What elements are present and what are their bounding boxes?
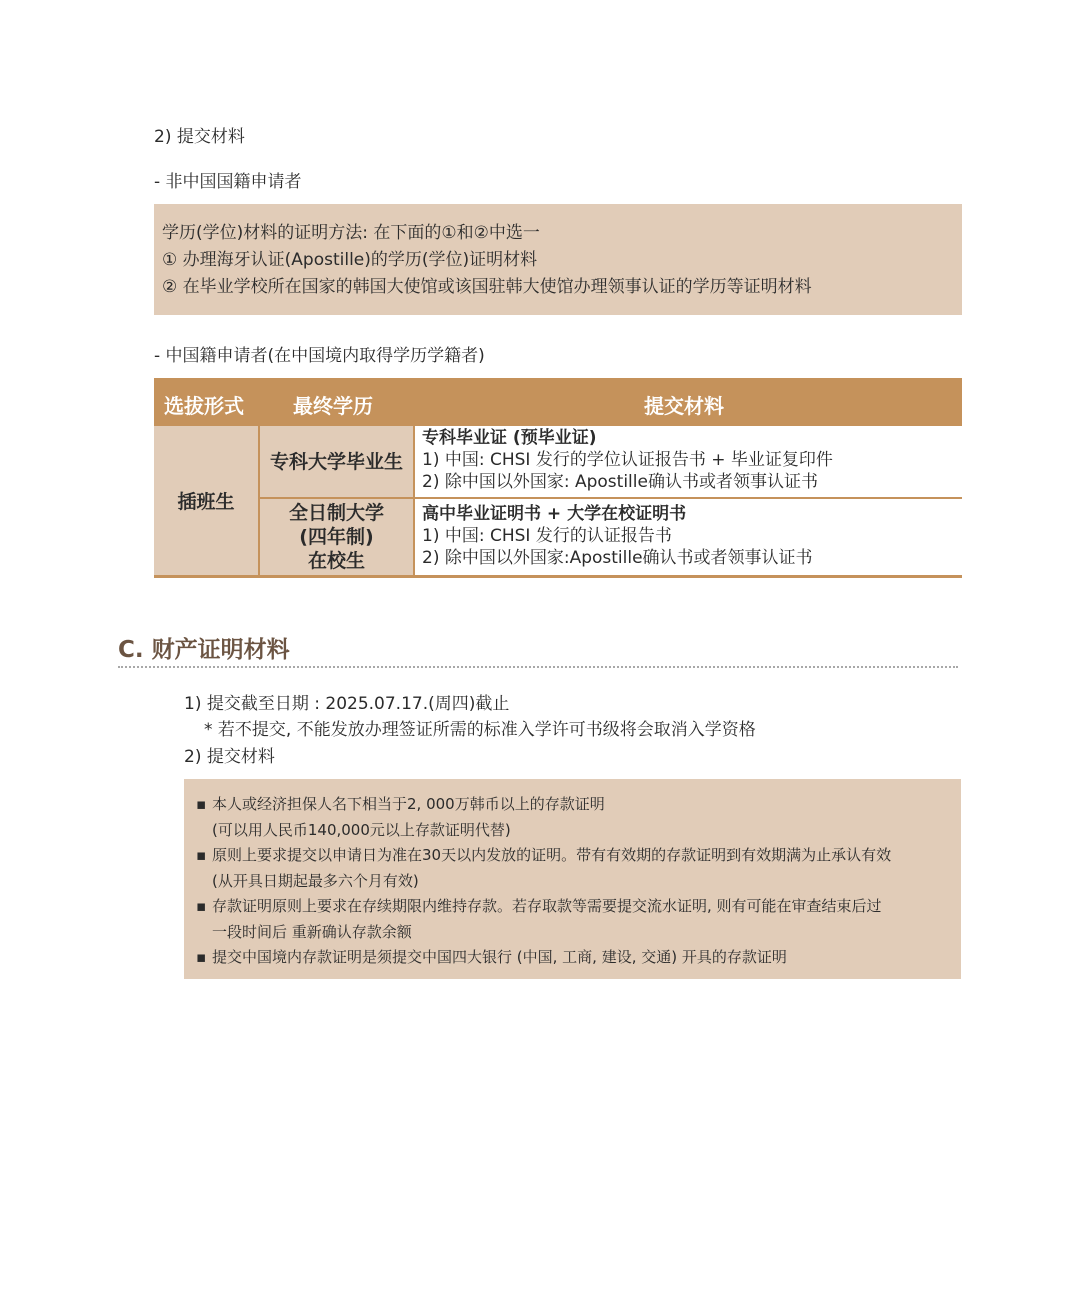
materials-line: 1) 中国: CHSI 发行的认证报告书 <box>422 526 672 546</box>
dotted-divider <box>118 666 958 668</box>
cell-transfer-student: 插班生 <box>154 426 258 575</box>
chinese-applicants-label: - 中国籍申请者(在中国境内取得学历学籍者) <box>154 346 485 366</box>
materials-line: 1) 中国: CHSI 发行的学位认证报告书 + 毕业证复印件 <box>422 450 833 470</box>
list-item: ▪ 原则上要求提交以申请日为准在30天以内发放的证明。带有有效期的存款证明到有效期满为止承认有效 <box>196 843 961 869</box>
info-line: ① 办理海牙认证(Apostille)的学历(学位)证明材料 <box>162 250 538 270</box>
list-item: ▪ 本人或经济担保人名下相当于2, 000万韩币以上的存款证明 <box>196 792 961 818</box>
header-selection-type: 选拔形式 <box>164 394 244 418</box>
list-item: ▪ 存款证明原则上要求在存续期限内维持存款。若存取款等需要提交流水证明, 则有可能在审查结束后过 <box>196 894 961 920</box>
divider <box>415 497 962 499</box>
materials-line: 2) 除中国以外国家: Apostille确认书或者领事认证书 <box>422 472 818 492</box>
materials-subheading: 2) 提交材料 <box>184 747 275 767</box>
list-item-continuation: (可以用人民币140,000元以上存款证明代替) <box>212 820 511 839</box>
header-materials: 提交材料 <box>644 394 724 418</box>
table-header <box>154 378 962 426</box>
list-item-continuation: (从开具日期起最多六个月有效) <box>212 871 419 890</box>
deadline-text: 1) 提交截至日期 : 2025.07.17.(周四)截止 <box>184 694 510 714</box>
materials-line: 2) 除中国以外国家:Apostille确认书或者领事认证书 <box>422 548 813 568</box>
education-line: 全日制大学 <box>288 502 384 524</box>
header-final-education: 最终学历 <box>293 394 373 418</box>
section-c-title: C. 财产证明材料 <box>118 637 290 663</box>
materials-title: 高中毕业证明书 + 大学在校证明书 <box>422 504 687 524</box>
divider <box>413 426 415 575</box>
bullet-icon: ▪ <box>196 948 207 966</box>
list-item-continuation: 一段时间后 重新确认存款余额 <box>212 922 412 941</box>
cell-university-student <box>260 499 413 575</box>
info-line: 学历(学位)材料的证明方法: 在下面的①和②中选一 <box>162 223 540 243</box>
materials-heading: 2) 提交材料 <box>154 127 245 147</box>
submission-table <box>154 378 962 578</box>
cell-materials-college <box>422 427 833 493</box>
bullet-icon: ▪ <box>196 795 207 813</box>
divider <box>154 575 962 578</box>
table-body <box>154 426 962 578</box>
materials-title: 专科毕业证 (预毕业证) <box>422 428 597 448</box>
deadline-note: * 若不提交, 不能发放办理签证所需的标准入学许可书级将会取消入学资格 <box>204 720 756 740</box>
bullet-icon: ▪ <box>196 846 207 864</box>
cell-materials-university <box>422 503 813 569</box>
bullet-icon: ▪ <box>196 897 207 915</box>
list-item: ▪ 提交中国境内存款证明是须提交中国四大银行 (中国, 工商, 建设, 交通) 开具的存款证明 <box>196 945 961 971</box>
non-chinese-info-box <box>154 204 962 315</box>
non-chinese-applicants-label: - 非中国国籍申请者 <box>154 172 302 192</box>
cell-college-graduate: 专科大学毕业生 <box>260 426 413 497</box>
property-proof-box <box>184 779 961 979</box>
info-line: ② 在毕业学校所在国家的韩国大使馆或该国驻韩大使馆办理领事认证的学历等证明材料 <box>162 277 812 297</box>
education-line: 在校生 <box>307 550 365 572</box>
education-line: (四年制) <box>299 526 374 548</box>
